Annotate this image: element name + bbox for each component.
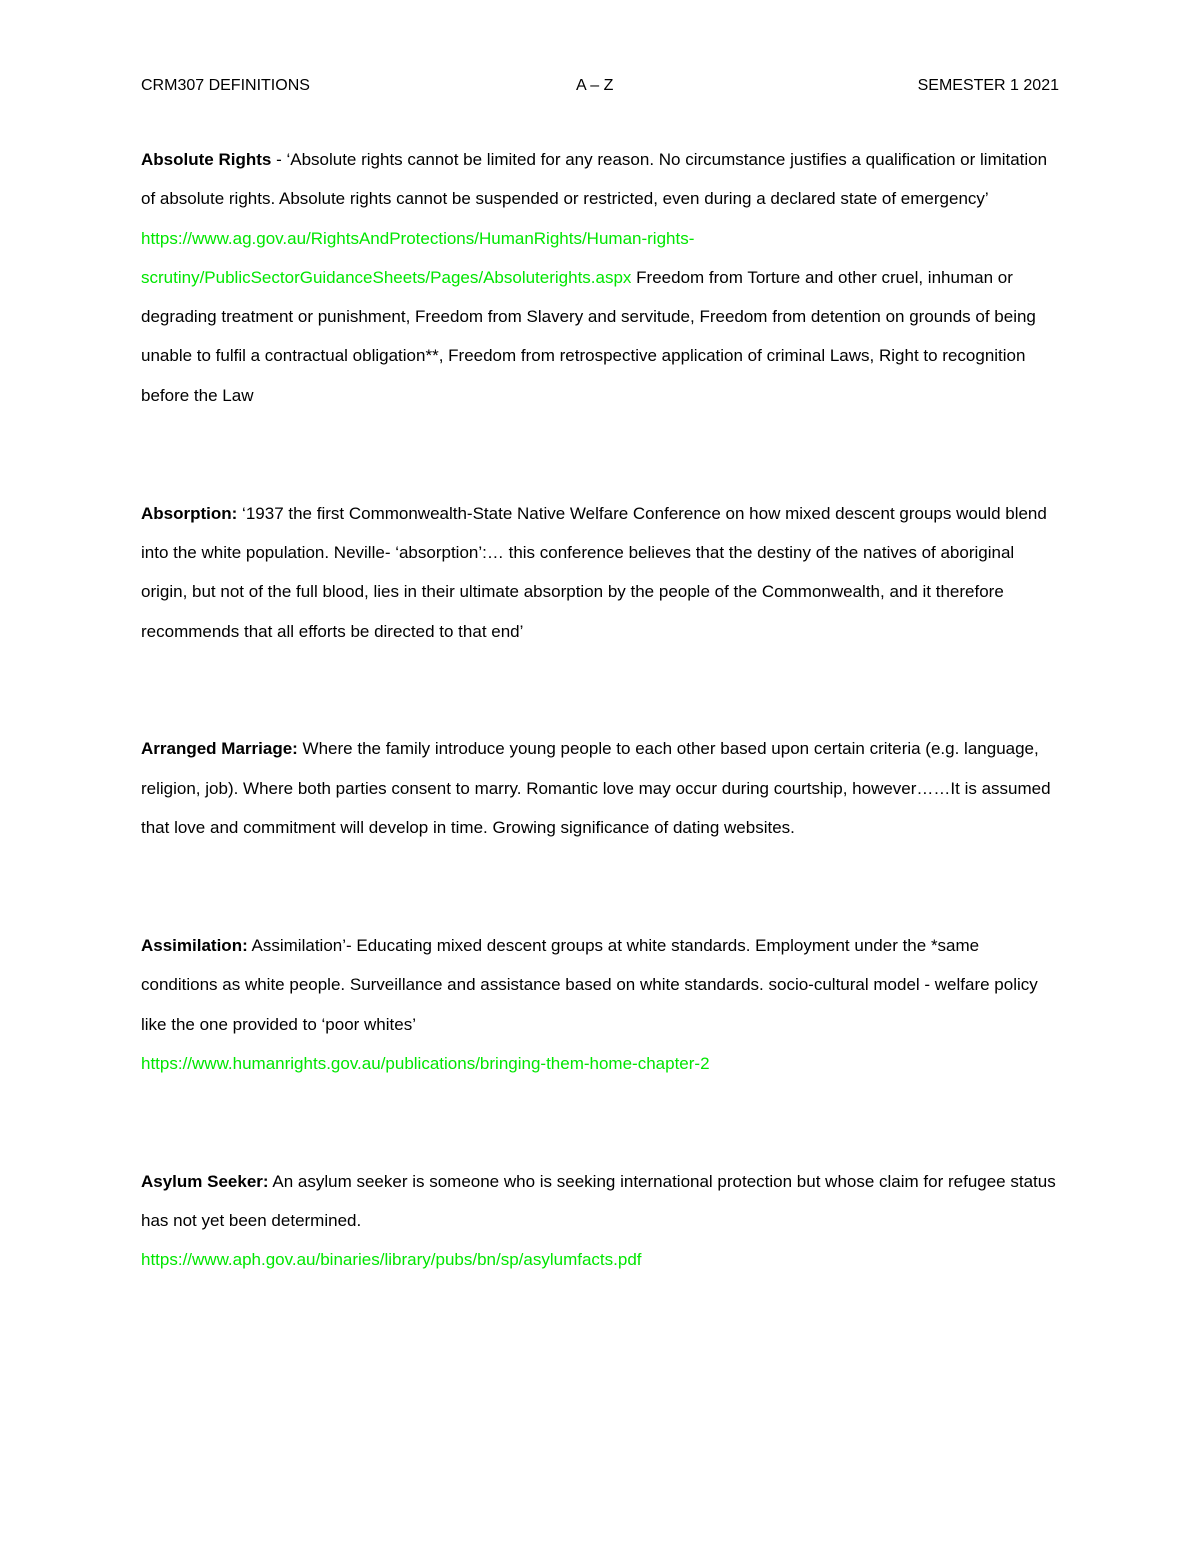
term-separator: - xyxy=(271,150,287,169)
definition-assimilation: Assimilation’- Educating mixed descent groups at white standards. Employment under the *same conditions as white people. Surveillance and assistance based on white standards. socio-cultural model - welfare policy like the one provided to ‘poor whites’ xyxy=(141,935,1038,1034)
term-asylum-seeker: Asylum Seeker: xyxy=(141,1171,269,1191)
link-asylum-seeker[interactable]: https://www.aph.gov.au/binaries/library/pubs/bn/sp/asylumfacts.pdf xyxy=(141,1250,642,1270)
entry-absorption xyxy=(141,494,1059,651)
term-arranged-marriage: Arranged Marriage: xyxy=(141,739,298,759)
entry-assimilation xyxy=(141,926,1059,1083)
page-header xyxy=(141,76,1059,100)
definition-absolute-rights-continued: Freedom from Torture and other cruel, inhuman or degrading treatment or punishment, Freedom from Slavery and servitude, Freedom from detention on grounds of being unable to fulfil a contractual obligation**, Freedom from retrospective application of criminal Laws, Right to recognition before the Law xyxy=(141,267,1036,405)
link-absolute-rights-part2[interactable]: scrutiny/PublicSectorGuidanceSheets/Pages/Absoluterights.aspx xyxy=(141,267,632,287)
header-range: A – Z xyxy=(576,77,614,94)
header-semester: SEMESTER 1 2021 xyxy=(917,77,1059,94)
link-assimilation[interactable]: https://www.humanrights.gov.au/publications/bringing-them-home-chapter-2 xyxy=(141,1053,710,1073)
term-absorption: Absorption: xyxy=(141,503,238,523)
header-course-title: CRM307 DEFINITIONS xyxy=(141,77,310,94)
term-assimilation: Assimilation: xyxy=(141,935,248,955)
definitions-body xyxy=(141,140,1059,1358)
entry-absolute-rights xyxy=(141,140,1059,415)
entry-arranged-marriage xyxy=(141,729,1059,847)
definition-absorption: ‘1937 the first Commonwealth-State Native Welfare Conference on how mixed descent groups would blend into the white population. Neville- ‘absorption’:… this conference believes that the destiny of the natives of aboriginal origin, but not of the full blood, lies in their ultimate absorption by the people of the Commonwealth, and it therefore recommends that all efforts be directed to that end’ xyxy=(141,503,1047,641)
definition-absolute-rights: ‘Absolute rights cannot be limited for any reason. No circumstance justifies a qualification or limitation of absolute rights. Absolute rights cannot be suspended or restricted, even during a declared state of emergency’ xyxy=(141,150,1048,209)
entry-asylum-seeker xyxy=(141,1162,1059,1280)
definition-arranged-marriage: Where the family introduce young people to each other based upon certain criteria (e.g. language, religion, job). Where both parties consent to marry. Romantic love may occur during courtship, however……It is assumed that love and commitment will develop in time. Growing significance of dating websites. xyxy=(141,739,1051,838)
link-absolute-rights-part1[interactable]: https://www.ag.gov.au/RightsAndProtections/HumanRights/Human-rights- xyxy=(141,228,695,248)
term-absolute-rights: Absolute Rights xyxy=(141,150,272,169)
definition-asylum-seeker: An asylum seeker is someone who is seeking international protection but whose claim for refugee status has not yet been determined. xyxy=(141,1171,1056,1231)
